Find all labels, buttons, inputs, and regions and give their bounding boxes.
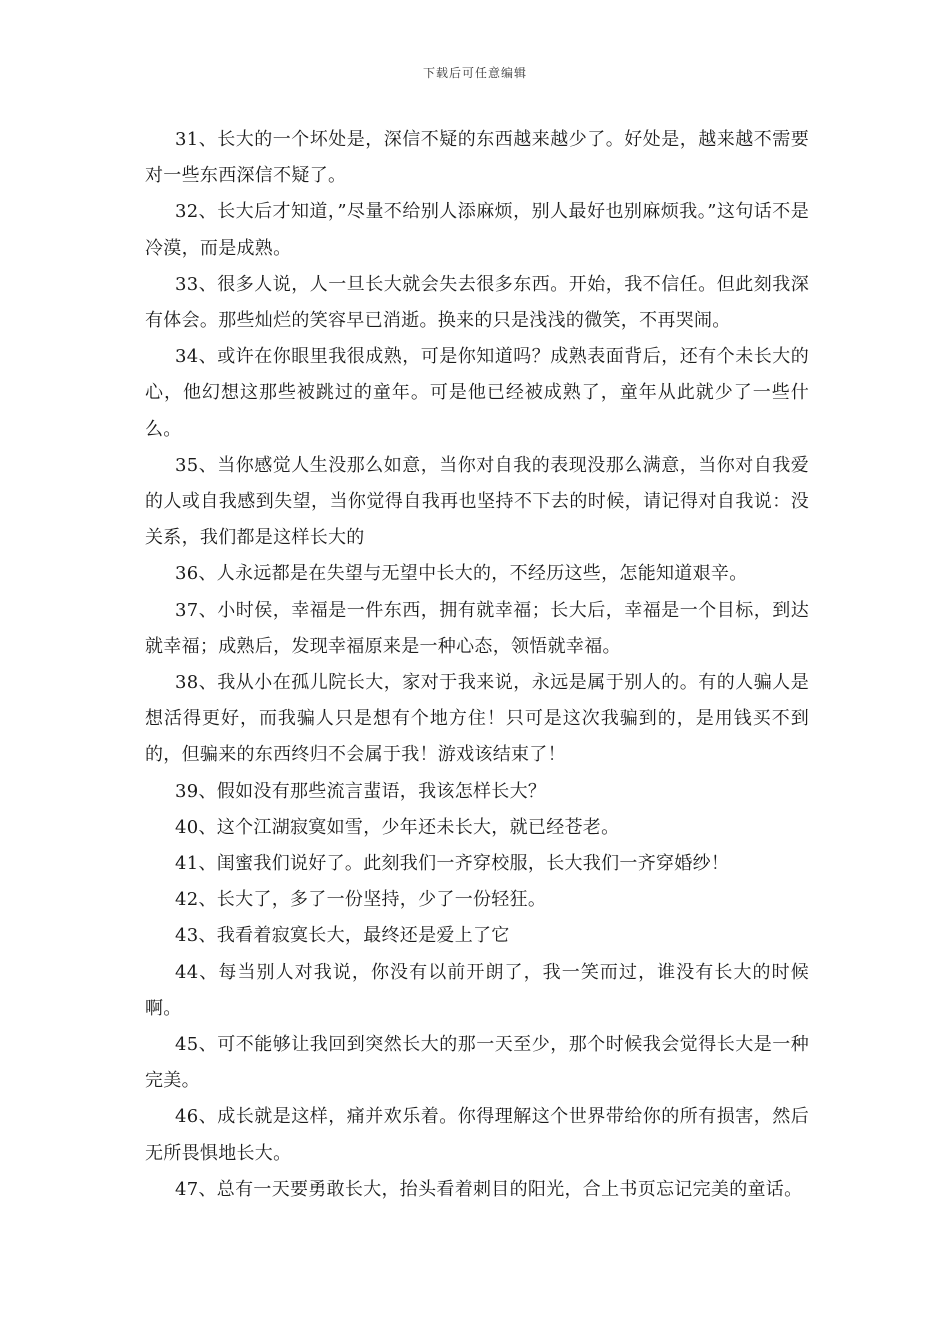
paragraph-31: 31、长大的一个坏处是，深信不疑的东西越来越少了。好处是，越来越不需要对一些东西深信不疑了。 [145,129,809,187]
paragraph-40: 40、这个江湖寂寞如雪，少年还未长大，就已经苍老。 [175,816,620,838]
paragraph-35: 35、当你感觉人生没那么如意，当你对自我的表现没那么满意，当你对自我爱的人或自我感到失望，当你觉得自我再也坚持不下去的时候，请记得对自我说：没关系，我们都是这样长大的 [145,454,809,549]
paragraph-37: 37、小时侯，幸福是一件东西，拥有就幸福；长大后，幸福是一个目标，到达就幸福；成熟后，发现幸福原来是一种心态，领悟就幸福。 [145,599,809,657]
paragraph-38: 38、我从小在孤儿院长大，家对于我来说，永远是属于别人的。有的人骗人是想活得更好，而我骗人只是想有个地方住！只可是这次我骗到的，是用钱买不到的，但骗来的东西终归不会属于我！游戏该结束了！ [145,672,809,766]
paragraph-41: 41、闺蜜我们说好了。此刻我们一齐穿校服，长大我们一齐穿婚纱！ [175,853,730,875]
paragraph-46: 46、成长就是这样，痛并欢乐着。你得理解这个世界带给你的所有损害，然后无所畏惧地长大。 [145,1106,809,1164]
document-body [145,122,809,1208]
page-header: 下载后可任意编辑 [422,66,527,80]
paragraph-43: 43、我看着寂寞长大，最终还是爱上了它 [175,925,510,947]
paragraph-33: 33、很多人说，人一旦长大就会失去很多东西。开始，我不信任。但此刻我深有体会。那些灿烂的笑容早已消逝。换来的只是浅浅的微笑，不再哭闹。 [145,273,809,332]
paragraph-36: 36、人永远都是在失望与无望中长大的，不经历这些，怎能知道艰辛。 [175,563,748,585]
paragraph-44: 44、每当别人对我说，你没有以前开朗了，我一笑而过，谁没有长大的时候啊。 [145,961,809,1019]
paragraph-45: 45、可不能够让我回到突然长大的那一天至少，那个时候我会觉得长大是一种完美。 [145,1034,809,1092]
paragraph-34: 34、或许在你眼里我很成熟，可是你知道吗？成熟表面背后，还有个未长大的心，他幻想这那些被跳过的童年。可是他已经被成熟了，童年从此就少了一些什么。 [145,346,809,440]
paragraph-42: 42、长大了，多了一份坚持，少了一份轻狂。 [175,889,547,911]
paragraph-39: 39、假如没有那些流言蜚语，我该怎样长大？ [175,780,547,802]
paragraph-32: 32、长大后才知道，”尽量不给别人添麻烦，别人最好也别麻烦我。”这句话不是冷漠，而是成熟。 [145,201,809,259]
paragraph-47: 47、总有一天要勇敢长大，抬头看着刺目的阳光，合上书页忘记完美的童话。 [175,1178,803,1200]
